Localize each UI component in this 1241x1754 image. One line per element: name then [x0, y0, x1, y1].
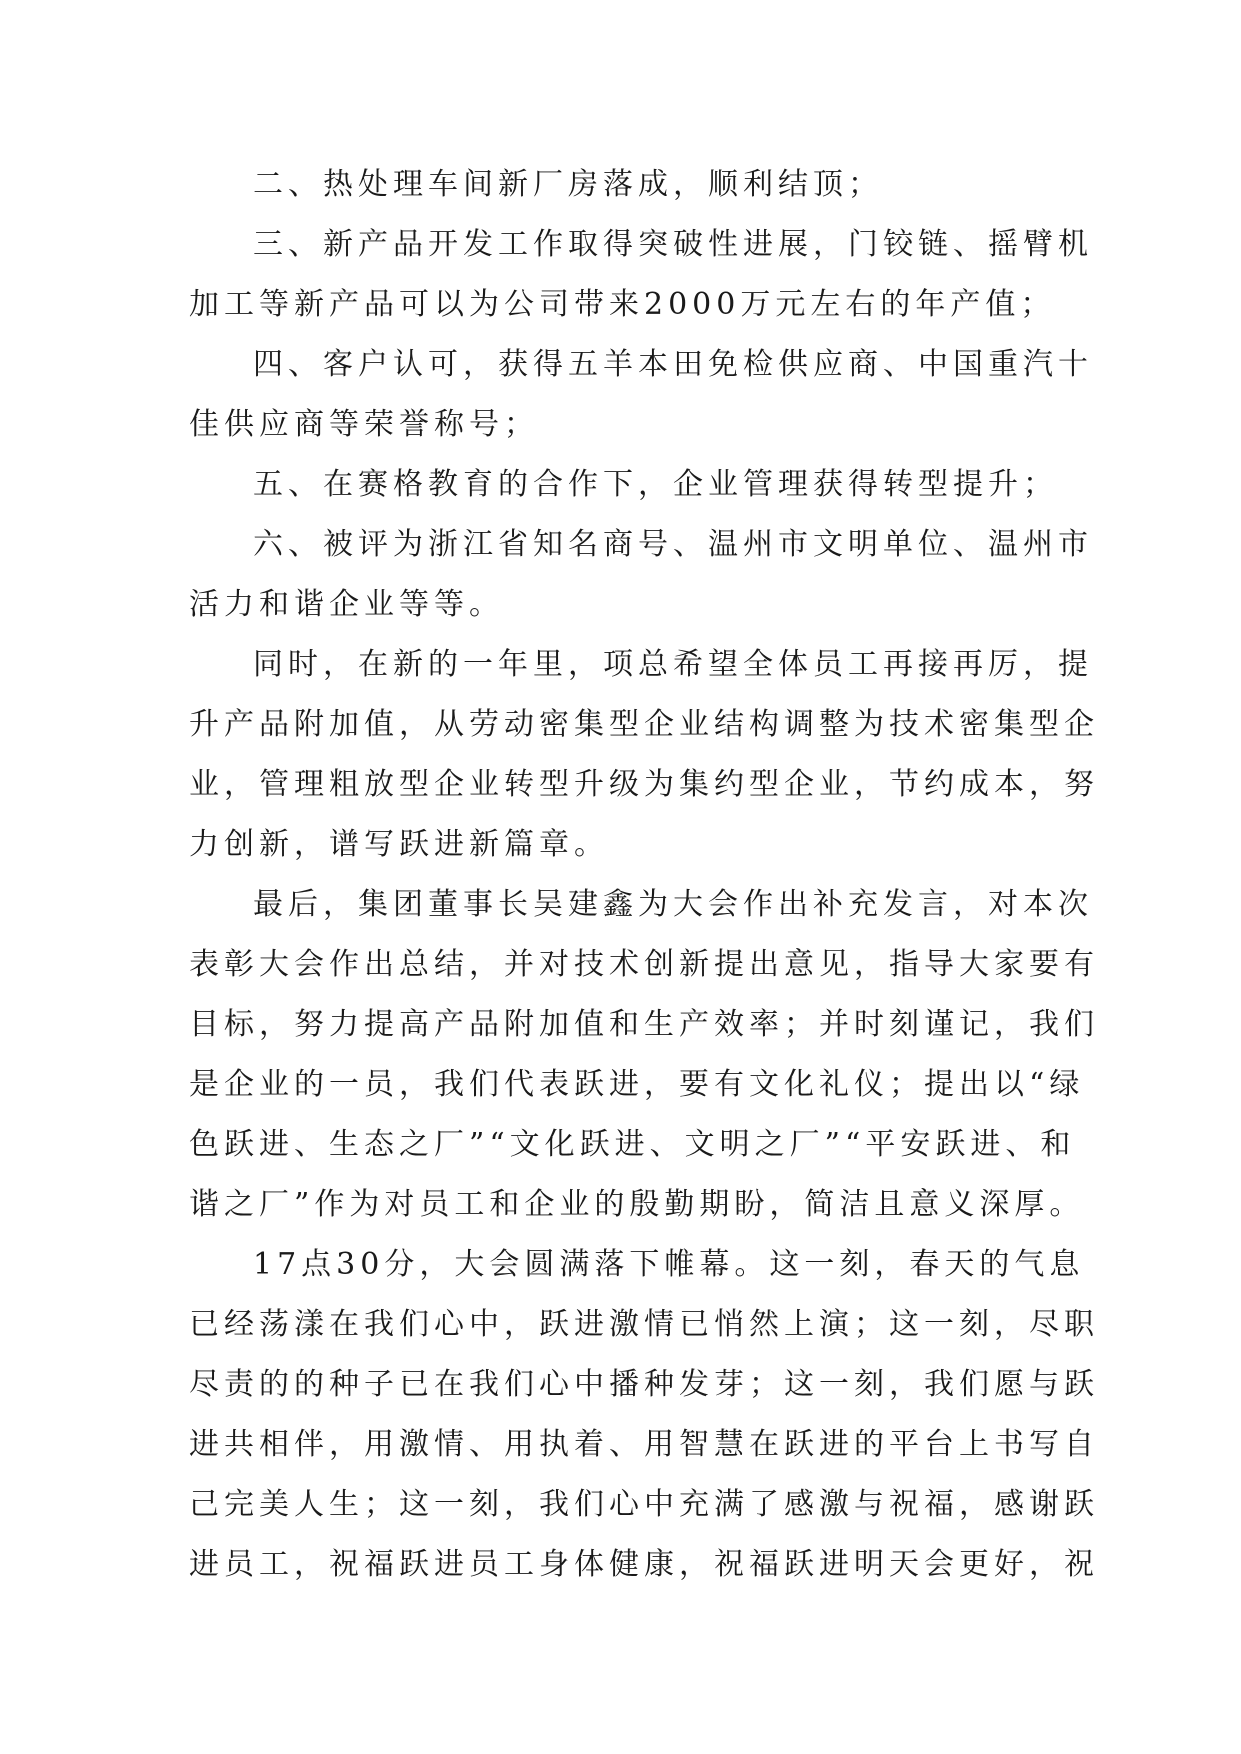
text-line: 二、热处理车间新厂房落成，顺利结顶； — [253, 167, 883, 202]
text-line: 进共相伴，用激情、用执着、用智慧在跃进的平台上书写自 — [189, 1427, 1099, 1462]
text-line: 尽责的的种子已在我们心中播种发芽；这一刻，我们愿与跃 — [189, 1367, 1099, 1402]
text-line: 六、被评为浙江省知名商号、温州市文明单位、温州市 — [253, 527, 1093, 562]
text-line: 17点30分，大会圆满落下帷幕。这一刻，春天的气息 — [253, 1247, 1085, 1282]
text-line: 谐之厂”作为对员工和企业的殷勤期盼，简洁且意义深厚。 — [189, 1187, 1085, 1222]
text-line: 五、在赛格教育的合作下，企业管理获得转型提升； — [253, 467, 1058, 502]
text-line: 活力和谐企业等等。 — [189, 587, 504, 622]
text-line: 已经荡漾在我们心中，跃进激情已悄然上演；这一刻，尽职 — [189, 1307, 1099, 1342]
text-line: 加工等新产品可以为公司带来2000万元左右的年产值； — [189, 287, 1056, 322]
text-line: 是企业的一员，我们代表跃进，要有文化礼仪；提出以“绿 — [189, 1067, 1085, 1102]
text-line: 升产品附加值，从劳动密集型企业结构调整为技术密集型企 — [189, 707, 1099, 742]
text-line: 最后，集团董事长吴建鑫为大会作出补充发言，对本次 — [253, 887, 1093, 922]
text-line: 进员工，祝福跃进员工身体健康，祝福跃进明天会更好，祝 — [189, 1547, 1099, 1582]
text-line: 目标，努力提高产品附加值和生产效率；并时刻谨记，我们 — [189, 1007, 1099, 1042]
text-line: 四、客户认可，获得五羊本田免检供应商、中国重汽十 — [253, 347, 1093, 382]
text-line: 佳供应商等荣誉称号； — [189, 407, 539, 442]
text-line: 己完美人生；这一刻，我们心中充满了感激与祝福，感谢跃 — [189, 1487, 1099, 1522]
text-line: 同时，在新的一年里，项总希望全体员工再接再厉，提 — [253, 647, 1093, 682]
text-line: 力创新，谱写跃进新篇章。 — [189, 827, 609, 862]
text-line: 三、新产品开发工作取得突破性进展，门铰链、摇臂机 — [253, 227, 1093, 262]
document-body — [189, 155, 1099, 1595]
text-line: 业，管理粗放型企业转型升级为集约型企业，节约成本，努 — [189, 767, 1099, 802]
text-line: 表彰大会作出总结，并对技术创新提出意见，指导大家要有 — [189, 947, 1099, 982]
text-line: 色跃进、生态之厂”“文化跃进、文明之厂”“平安跃进、和 — [189, 1127, 1076, 1162]
